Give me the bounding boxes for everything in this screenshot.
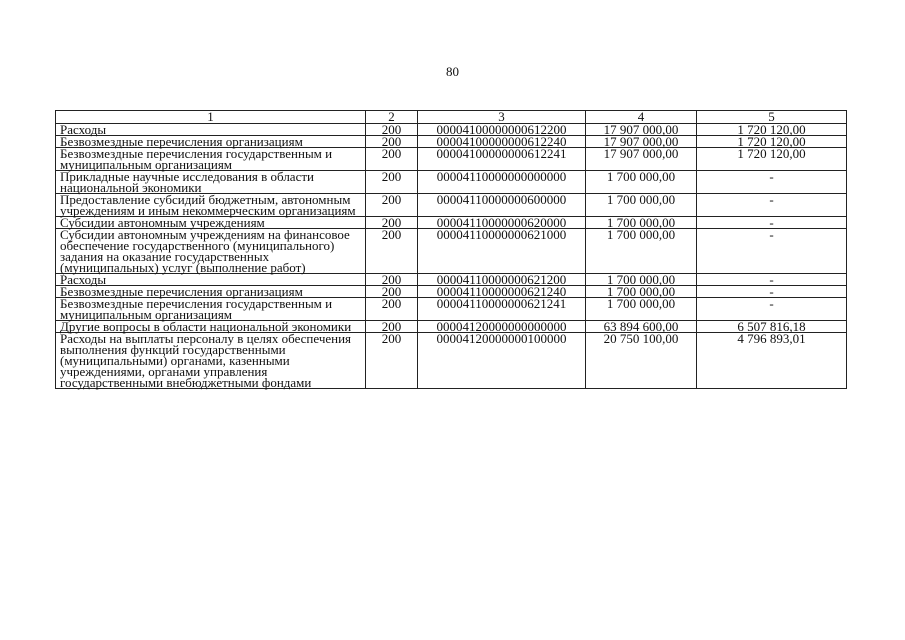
row-column2-cell: 200	[366, 274, 418, 286]
row-name-cell: Предоставление субсидий бюджетным, автономным учреждениям и иным некоммерческим организациям	[56, 194, 366, 217]
row-code-cell: 00004120000000000000	[418, 321, 586, 333]
row-amount-cell: 20 750 100,00	[586, 333, 697, 389]
row-column2-cell: 200	[366, 286, 418, 298]
row-executed-amount-cell: 1 720 120,00	[697, 148, 847, 171]
row-name-cell: Расходы	[56, 274, 366, 286]
header-cell-4: 4	[586, 111, 697, 124]
row-amount-cell: 1 700 000,00	[586, 194, 697, 217]
row-code-cell: 00004120000000100000	[418, 333, 586, 389]
header-cell-3: 3	[418, 111, 586, 124]
row-amount-cell: 1 700 000,00	[586, 298, 697, 321]
row-name-cell: Расходы на выплаты персоналу в целях обеспечения выполнения функций государственными (муниципальными) органами, казенными учреждениями, органами управления государственными внебюджетными фондами	[56, 333, 366, 389]
row-executed-amount-cell: 1 720 120,00	[697, 136, 847, 148]
row-amount-cell: 17 907 000,00	[586, 136, 697, 148]
row-amount-cell: 17 907 000,00	[586, 148, 697, 171]
row-name-cell: Другие вопросы в области национальной экономики	[56, 321, 366, 333]
table-row	[56, 298, 847, 321]
budget-table	[55, 110, 847, 389]
row-column2-cell: 200	[366, 321, 418, 333]
row-name-cell: Субсидии автономным учреждениям	[56, 217, 366, 229]
table-row	[56, 171, 847, 194]
row-amount-cell: 1 700 000,00	[586, 274, 697, 286]
header-cell-2: 2	[366, 111, 418, 124]
header-cell-1: 1	[56, 111, 366, 124]
row-executed-amount-cell: -	[697, 171, 847, 194]
row-amount-cell: 63 894 600,00	[586, 321, 697, 333]
row-code-cell: 00004100000000612200	[418, 124, 586, 136]
row-executed-amount-cell: -	[697, 217, 847, 229]
row-code-cell: 00004110000000621200	[418, 274, 586, 286]
row-amount-cell: 1 700 000,00	[586, 171, 697, 194]
table-row	[56, 229, 847, 274]
page-number: 80	[446, 64, 459, 79]
row-executed-amount-cell: -	[697, 194, 847, 217]
row-amount-cell: 1 700 000,00	[586, 286, 697, 298]
row-column2-cell: 200	[366, 171, 418, 194]
row-name-cell: Безвозмездные перечисления государственным и муниципальным организациям	[56, 298, 366, 321]
row-executed-amount-cell: 4 796 893,01	[697, 333, 847, 389]
row-column2-cell: 200	[366, 124, 418, 136]
row-name-cell: Безвозмездные перечисления организациям	[56, 286, 366, 298]
table-row	[56, 148, 847, 171]
row-name-cell: Прикладные научные исследования в области национальной экономики	[56, 171, 366, 194]
row-column2-cell: 200	[366, 148, 418, 171]
table-row	[56, 194, 847, 217]
row-code-cell: 00004100000000612240	[418, 136, 586, 148]
row-code-cell: 00004110000000621241	[418, 298, 586, 321]
row-executed-amount-cell: -	[697, 229, 847, 274]
row-column2-cell: 200	[366, 298, 418, 321]
row-name-cell: Безвозмездные перечисления государственным и муниципальным организациям	[56, 148, 366, 171]
row-executed-amount-cell: -	[697, 298, 847, 321]
row-name-cell: Субсидии автономным учреждениям на финансовое обеспечение государственного (муниципального) задания на оказание государственных (муниципальных) услуг (выполнение работ)	[56, 229, 366, 274]
row-column2-cell: 200	[366, 194, 418, 217]
row-code-cell: 00004110000000621000	[418, 229, 586, 274]
row-name-cell: Расходы	[56, 124, 366, 136]
row-amount-cell: 1 700 000,00	[586, 229, 697, 274]
row-code-cell: 00004110000000600000	[418, 194, 586, 217]
row-executed-amount-cell: 6 507 816,18	[697, 321, 847, 333]
row-column2-cell: 200	[366, 229, 418, 274]
row-column2-cell: 200	[366, 136, 418, 148]
row-executed-amount-cell: -	[697, 274, 847, 286]
row-code-cell: 00004110000000621240	[418, 286, 586, 298]
row-column2-cell: 200	[366, 217, 418, 229]
table-row	[56, 333, 847, 389]
row-amount-cell: 17 907 000,00	[586, 124, 697, 136]
row-name-cell: Безвозмездные перечисления организациям	[56, 136, 366, 148]
row-code-cell: 00004100000000612241	[418, 148, 586, 171]
row-executed-amount-cell: -	[697, 286, 847, 298]
row-amount-cell: 1 700 000,00	[586, 217, 697, 229]
row-executed-amount-cell: 1 720 120,00	[697, 124, 847, 136]
header-cell-5: 5	[697, 111, 847, 124]
row-code-cell: 00004110000000620000	[418, 217, 586, 229]
row-code-cell: 00004110000000000000	[418, 171, 586, 194]
row-column2-cell: 200	[366, 333, 418, 389]
